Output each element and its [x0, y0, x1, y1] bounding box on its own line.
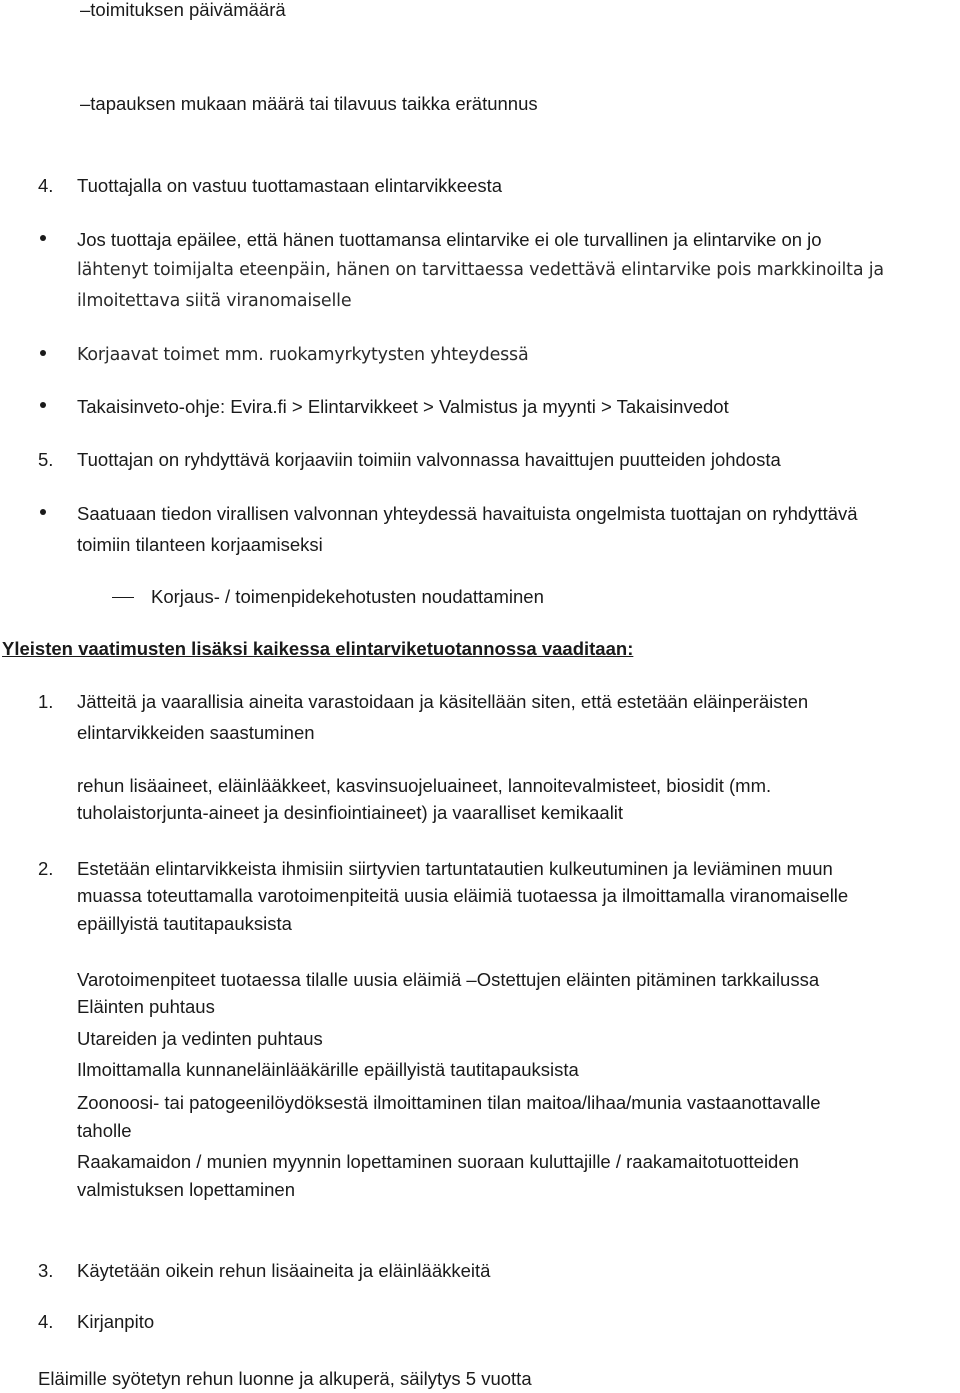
recall-guide-bullet: Takaisinveto-ohje: Evira.fi > Elintarvikkeet > Valmistus ja myynti > Takaisinvedot — [77, 396, 729, 417]
raw-milk-sales-stop-line-2: valmistuksen lopettaminen — [77, 1179, 295, 1200]
general-requirements-heading: Yleisten vaatimusten lisäksi kaikessa elintarviketuotannossa vaaditaan: — [2, 638, 634, 659]
disease-prevention-line-3: epäillyistä tautitapauksista — [77, 913, 292, 934]
vet-notification: Ilmoittamalla kunnaneläinlääkärille epäillyistä tautitapauksista — [77, 1059, 579, 1080]
producer-responsibility-title: Tuottajalla on vastuu tuottamastaan elintarvikkeesta — [77, 175, 503, 196]
item-number-1: 1. — [38, 691, 54, 712]
recall-bullet-line-2: lähtenyt toimijalta eteenpäin, hänen on tarvittaessa vedettävä elintarvike pois markkinoilta ja — [77, 260, 884, 280]
dash-icon — [112, 597, 134, 598]
bullet-icon — [40, 235, 46, 241]
hazardous-substances-line-1: rehun lisäaineet, eläinlääkkeet, kasvinsuojeluaineet, lannoitevalmisteet, biosidit (mm. — [77, 775, 772, 796]
zoonosis-report-line-1: Zoonoosi- tai patogeenilöydöksestä ilmoittaminen tilan maitoa/lihaa/munia vastaanottavalle — [77, 1092, 821, 1113]
recall-bullet-line-3: ilmoitettava siitä viranomaiselle — [77, 291, 352, 311]
item-number-5: 5. — [38, 449, 54, 470]
corrective-measures-title: Tuottajan on ryhdyttävä korjaaviin toimiin valvonnassa havaittujen puutteiden johdosta — [77, 449, 781, 470]
disease-prevention-line-2: muassa toteuttamalla varotoimenpiteitä uusia eläimiä tuotaessa ja ilmoittamalla viranomaiselle — [77, 885, 849, 906]
item-number-4b: 4. — [38, 1311, 54, 1332]
item-number-4: 4. — [38, 175, 54, 196]
zoonosis-report-line-2: taholle — [77, 1120, 132, 1141]
animal-cleanliness: Eläinten puhtaus — [77, 996, 215, 1017]
disease-prevention-line-1: Estetään elintarvikkeista ihmisiin siirtyvien tartuntatautien kulkeutuminen ja leviäminen muun — [77, 858, 833, 879]
precaution-new-animals: Varotoimenpiteet tuotaessa tilalle uusia eläimiä –Ostettujen eläinten pitäminen tarkkailussa — [77, 969, 820, 990]
waste-storage-line-2: elintarvikkeiden saastuminen — [77, 722, 315, 743]
delivery-date-line: –toimituksen päivämäärä — [80, 0, 286, 20]
hazardous-substances-line-2: tuholaistorjunta-aineet ja desinfiointiaineet) ja vaaralliset kemikaalit — [77, 802, 624, 823]
udder-cleanliness: Utareiden ja vedinten puhtaus — [77, 1028, 323, 1049]
item-number-3: 3. — [38, 1260, 54, 1281]
bullet-icon — [40, 402, 46, 408]
recall-bullet-line-1: Jos tuottaja epäilee, että hänen tuottamansa elintarvike ei ole turvallinen ja elintarvike on jo — [77, 229, 822, 250]
official-control-bullet-line-1: Saatuaan tiedon virallisen valvonnan yhteydessä havaituista ongelmista tuottajan on ryhdyttävä — [77, 503, 858, 524]
additives-medicines-line: Käytetään oikein rehun lisäaineita ja eläinlääkkeitä — [77, 1260, 491, 1281]
quantity-line: –tapauksen mukaan määrä tai tilavuus taikka erätunnus — [80, 93, 538, 114]
waste-storage-line-1: Jätteitä ja vaarallisia aineita varastoidaan ja käsitellään siten, että estetään eläinperäisten — [77, 691, 809, 712]
official-control-bullet-line-2: toimiin tilanteen korjaamiseksi — [77, 534, 323, 555]
item-number-2: 2. — [38, 858, 54, 879]
instructions-compliance-item: Korjaus- / toimenpidekehotusten noudattaminen — [151, 586, 544, 607]
bullet-icon — [40, 350, 46, 356]
bookkeeping-title: Kirjanpito — [77, 1311, 155, 1332]
corrective-actions-bullet: Korjaavat toimet mm. ruokamyrkytysten yhteydessä — [77, 345, 529, 365]
bullet-icon — [40, 509, 46, 515]
raw-milk-sales-stop-line-1: Raakamaidon / munien myynnin lopettaminen suoraan kuluttajille / raakamaitotuotteiden — [77, 1151, 799, 1172]
feed-records-line: Eläimille syötetyn rehun luonne ja alkuperä, säilytys 5 vuotta — [38, 1368, 532, 1389]
